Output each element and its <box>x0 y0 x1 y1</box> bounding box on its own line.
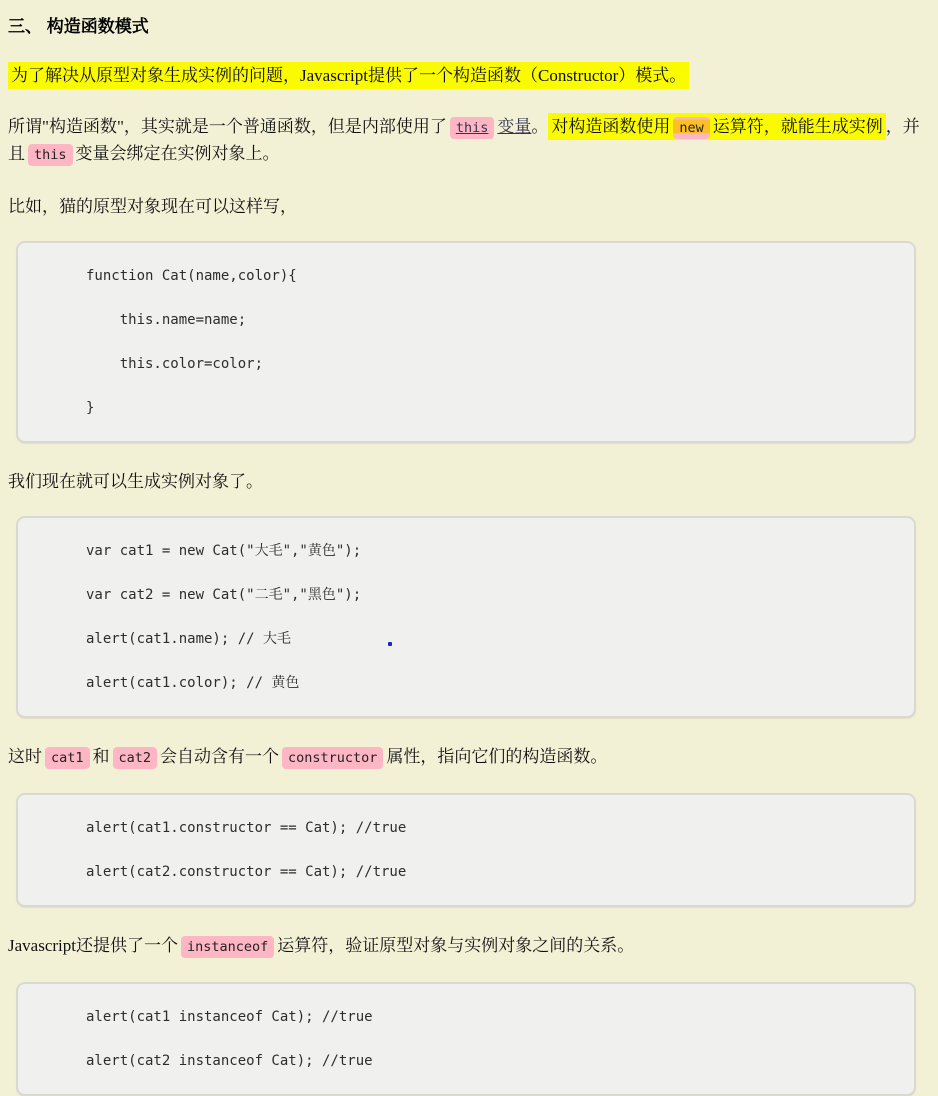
paragraph-instanceof <box>8 933 930 960</box>
code-block-function-cat <box>16 241 916 443</box>
code-block-instanceof-check <box>16 982 916 1096</box>
paragraph-constructor-explain <box>8 114 930 168</box>
text-run: 这时 <box>8 747 42 766</box>
text-run: 。 <box>531 117 549 136</box>
text-run: 对构造函数使用 <box>551 117 671 136</box>
inline-code-instanceof: instanceof <box>181 936 274 958</box>
text-run: 运算符，验证原型对象与实例对象之间的关系。 <box>277 936 635 955</box>
inline-code-this: this <box>450 117 495 139</box>
this-variable-link[interactable] <box>447 117 532 136</box>
inline-code-cat2: cat2 <box>113 747 158 769</box>
code-line: var cat2 = new Cat("二毛","黑色"); <box>86 587 362 603</box>
code-line: alert(cat2.constructor == Cat); //true <box>86 864 407 880</box>
page-title: 三、 构造函数模式 <box>8 17 149 36</box>
paragraph-constructor-property <box>8 744 930 771</box>
code-line: alert(cat1.constructor == Cat); //true <box>86 820 407 836</box>
stray-ink-dot <box>388 642 392 646</box>
code-line: this.name=name; <box>86 312 247 328</box>
code-line: alert(cat2 instanceof Cat); //true <box>86 1053 373 1069</box>
code-line: this.color=color; <box>86 356 264 372</box>
paragraph-generate-instances: 我们现在就可以生成实例对象了。 <box>8 472 263 491</box>
inline-code-this: this <box>28 144 73 166</box>
highlighted-text: 为了解决从原型对象生成实例的问题，Javascript提供了一个构造函数（Constructor）模式。 <box>8 62 689 89</box>
text-run: 所谓"构造函数"，其实就是一个普通函数，但是内部使用了 <box>8 117 447 136</box>
code-line: alert(cat1.color); // 黄色 <box>86 675 300 691</box>
code-line: var cat1 = new Cat("大毛","黄色"); <box>86 543 362 559</box>
highlighted-text <box>548 113 885 140</box>
code-block-new-instances <box>16 516 916 718</box>
inline-code-constructor: constructor <box>282 747 383 769</box>
text-run: 运算符，就能生成实例 <box>712 117 883 136</box>
code-line: alert(cat1 instanceof Cat); //true <box>86 1009 373 1025</box>
text-run: Javascript还提供了一个 <box>8 936 178 955</box>
text-run: 会自动含有一个 <box>160 747 280 766</box>
code-block-constructor-check <box>16 793 916 907</box>
paragraph-example-lead: 比如，猫的原型对象现在可以这样写， <box>8 197 297 216</box>
inline-code-cat1: cat1 <box>45 747 90 769</box>
code-line: function Cat(name,color){ <box>86 268 297 284</box>
text-run: ，并且 <box>8 117 920 163</box>
code-line: alert(cat1.name); // 大毛 <box>86 631 292 647</box>
text-run: 和 <box>92 747 110 766</box>
text-run: 变量会绑定在实例对象上。 <box>75 144 280 163</box>
inline-code-new: new <box>673 117 709 139</box>
link-label: 变量 <box>497 117 532 136</box>
code-line: } <box>86 400 95 416</box>
text-run: 属性，指向它们的构造函数。 <box>386 747 608 766</box>
paragraph-intro <box>8 63 930 88</box>
